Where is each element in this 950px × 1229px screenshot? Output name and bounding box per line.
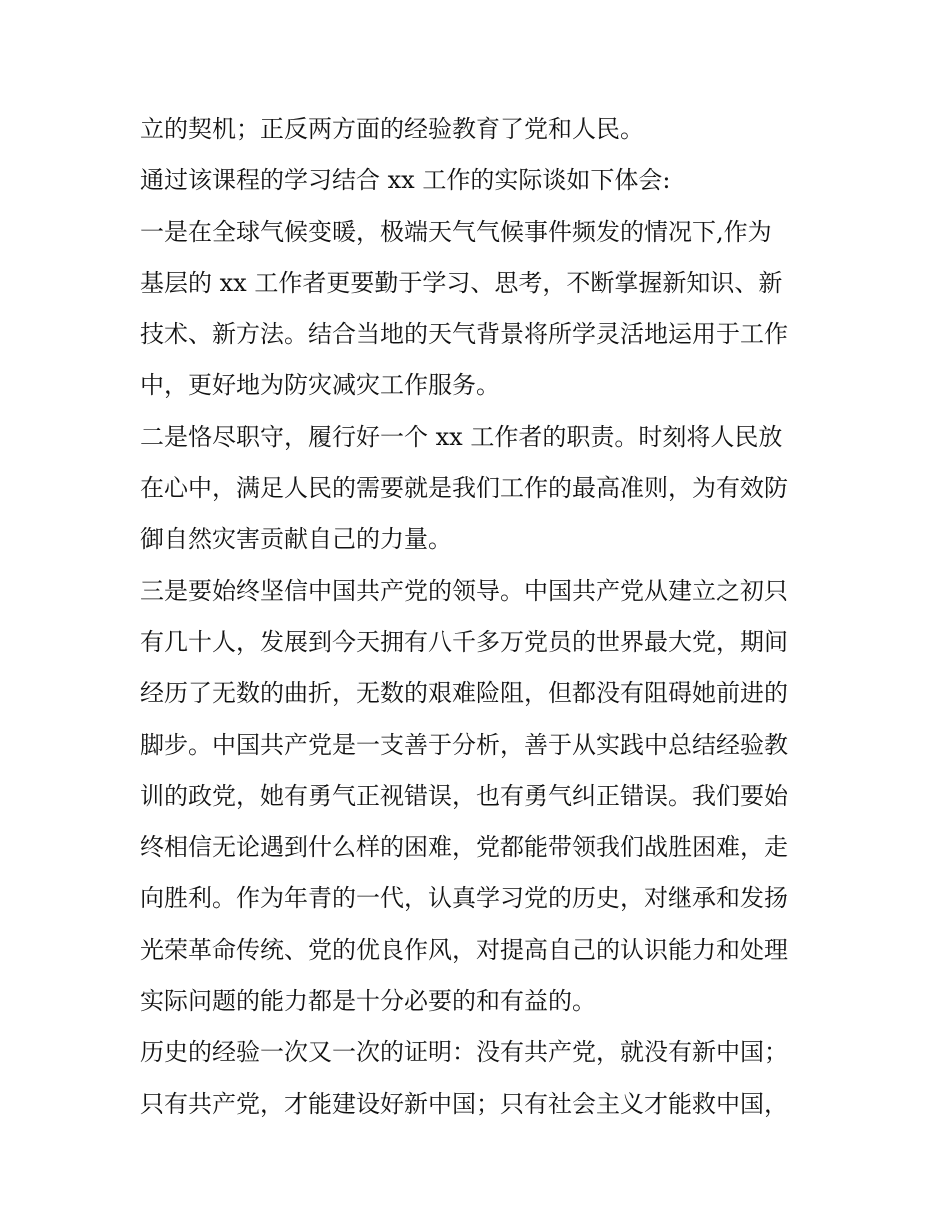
text-line: 经历了无数的曲折，无数的艰难险阻，但都没有阻碍她前进的 — [140, 679, 788, 708]
text-line: 基层的 xx 工作者更要勤于学习、思考，不断掌握新知识、新 — [140, 268, 783, 297]
text-line: 训的政党，她有勇气正视错误，也有勇气纠正错误。我们要始 — [140, 781, 788, 810]
text-line: 有几十人，发展到今天拥有八千多万党员的世界最大党，期间 — [140, 627, 788, 656]
text-line: 技术、新方法。结合当地的天气背景将所学灵活地运用于工作 — [140, 320, 788, 349]
text-line: 立的契机；正反两方面的经验教育了党和人民。 — [140, 115, 644, 143]
text-line: 在心中，满足人民的需要就是我们工作的最高准则，为有效防 — [140, 474, 788, 503]
text-line: 一是在全球气候变暖，极端天气气候事件频发的情况下,作为 — [140, 217, 772, 246]
text-line: 向胜利。作为年青的一代，认真学习党的历史，对继承和发扬 — [140, 884, 788, 913]
text-line: 历史的经验一次又一次的证明：没有共产党，就没有新中国； — [140, 1038, 788, 1067]
document-body — [140, 104, 820, 1130]
text-line: 二是恪尽职守，履行好一个 xx 工作者的职责。时刻将人民放 — [140, 422, 783, 451]
text-line: 光荣革命传统、党的优良作风，对提高自己的认识能力和处理 — [140, 935, 788, 964]
text-line: 实际问题的能力都是十分必要的和有益的。 — [140, 987, 596, 1016]
text-line: 只有共产党，才能建设好新中国；只有社会主义才能救中国， — [140, 1089, 788, 1118]
text-line: 通过该课程的学习结合 xx 工作的实际谈如下体会: — [140, 166, 671, 195]
text-line: 御自然灾害贡献自己的力量。 — [140, 525, 452, 554]
text-line: 三是要始终坚信中国共产党的领导。中国共产党从建立之初只 — [140, 576, 788, 605]
text-line: 终相信无论遇到什么样的困难，党都能带领我们战胜困难，走 — [140, 833, 788, 862]
text-line: 脚步。中国共产党是一支善于分析，善于从实践中总结经验教 — [140, 730, 788, 759]
text-line: 中，更好地为防灾减灾工作服务。 — [140, 371, 500, 400]
